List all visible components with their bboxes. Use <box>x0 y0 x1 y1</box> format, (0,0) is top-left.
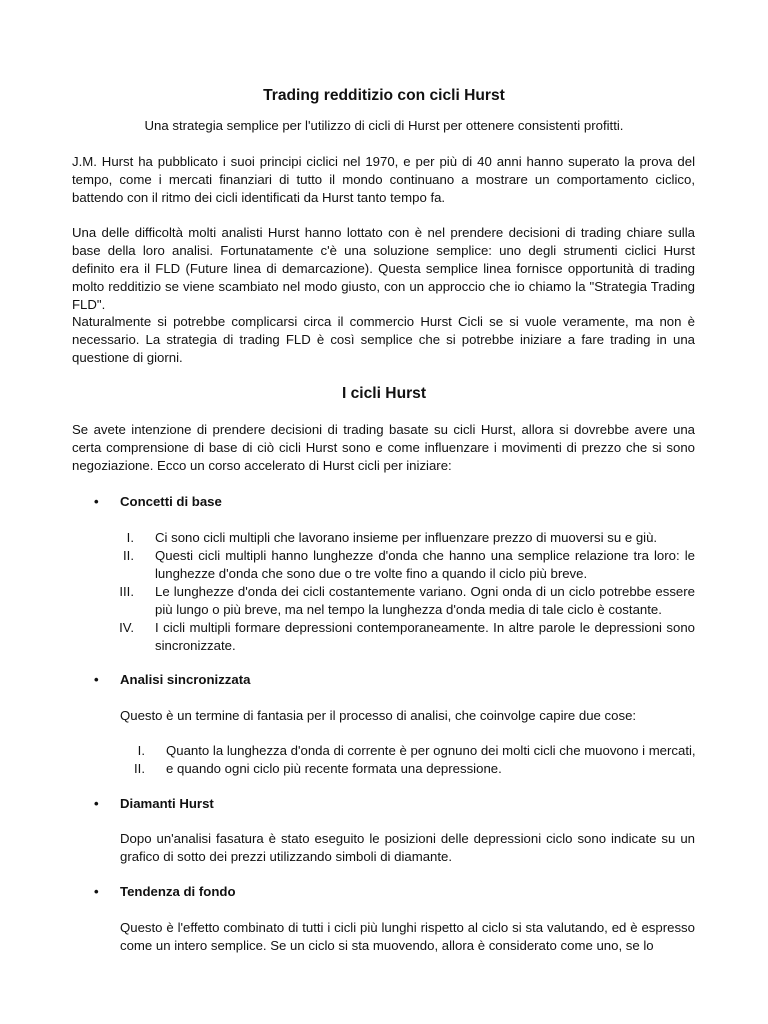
bullet-dot: • <box>94 796 99 811</box>
list-number: II. <box>134 761 145 776</box>
section-heading: I cicli Hurst <box>341 385 427 402</box>
list-text: I cicli multipli formare depressioni contemporaneamente. In altre parole le depressioni sono sincronizzate. <box>155 620 695 653</box>
paragraph-intro: J.M. Hurst ha pubblicato i suoi principi ciclici nel 1970, e per più di 40 anni hanno superato la prova del tempo, come i mercati finanziari di tutto il mondo continuano a mostrare un comportamento ciclico, battendo con il ritmo dei cicli identificati da Hurst tanto tempo fa. <box>72 154 695 205</box>
section4-text: Questo è l'effetto combinato di tutti i cicli più lunghi rispetto al ciclo si sta valutando, ed è espresso come un intero semplice. Se un ciclo si sta muovendo, allora è considerato come uno, se lo <box>120 920 695 953</box>
list-text: Questi cicli multipli hanno lunghezze d'onda che hanno una semplice relazione tra loro: le lunghezze d'onda che sono due o tre volte fino a quando il ciclo più breve. <box>155 548 695 581</box>
bullet-dot: • <box>94 494 99 509</box>
paragraph-hurst-cycles: Se avete intenzione di prendere decisioni di trading basate su cicli Hurst, allora si dovrebbe avere una certa comprensione di base di ciò cicli Hurst sono e come influenzare i movimenti di prezzo che si sono negoziazione. Ecco un corso accelerato di Hurst cicli per iniziare: <box>72 422 695 473</box>
list-text: Ci sono cicli multipli che lavorano insieme per influenzare prezzo di muoversi su e giù. <box>155 530 658 545</box>
page-subtitle: Una strategia semplice per l'utilizzo di cicli di Hurst per ottenere consistenti profitti. <box>144 118 624 133</box>
section3-text: Dopo un'analisi fasatura è stato eseguito le posizioni delle depressioni ciclo sono indicate su un grafico di sotto dei prezzi utilizzando simboli di diamante. <box>120 831 695 864</box>
list-number: II. <box>123 548 134 563</box>
bullet-label: Concetti di base <box>120 494 222 509</box>
paragraph-difficulties: Una delle difficoltà molti analisti Hurst hanno lottato con è nel prendere decisioni di trading chiare sulla base della loro analisi. Fortunatamente c'è una soluzione semplice: uno degli strumenti ciclici Hurst definito era il FLD (Future linea di demarcazione). Questa semplice linea fornisce opportunità di trading molto redditizio se viene scambiato nel modo giusto, con un approccio che io chiamo la "Strategia Trading FLD". <box>72 225 695 312</box>
bullet-label: Diamanti Hurst <box>120 796 214 811</box>
list-number: I. <box>137 743 145 758</box>
page-title: Trading redditizio con cicli Hurst <box>263 87 505 104</box>
bullet-dot: • <box>94 884 99 899</box>
bullet-label: Tendenza di fondo <box>120 884 236 899</box>
bullet-label: Analisi sincronizzata <box>120 672 251 687</box>
list-text: Le lunghezze d'onda dei cicli costantemente variano. Ogni onda di un ciclo potrebbe essere più lungo o più breve, ma nel tempo la lunghezza d'onda media di tale ciclo è costante. <box>155 584 695 617</box>
list-text: e quando ogni ciclo più recente formata una depressione. <box>166 761 502 776</box>
list-number: IV. <box>119 620 134 635</box>
list-number: III. <box>119 584 134 599</box>
bullet-dot: • <box>94 672 99 687</box>
list-number: I. <box>126 530 134 545</box>
list-text: Quanto la lunghezza d'onda di corrente è per ognuno dei molti cicli che muovono i mercati, <box>166 743 696 758</box>
section2-intro: Questo è un termine di fantasia per il processo di analisi, che coinvolge capire due cose: <box>120 708 637 723</box>
paragraph-naturally: Naturalmente si potrebbe complicarsi circa il commercio Hurst Cicli se si vuole veramente, ma non è necessario. La strategia di trading FLD è così semplice che si potrebbe iniziare a fare trading in una questione di giorni. <box>72 314 695 365</box>
